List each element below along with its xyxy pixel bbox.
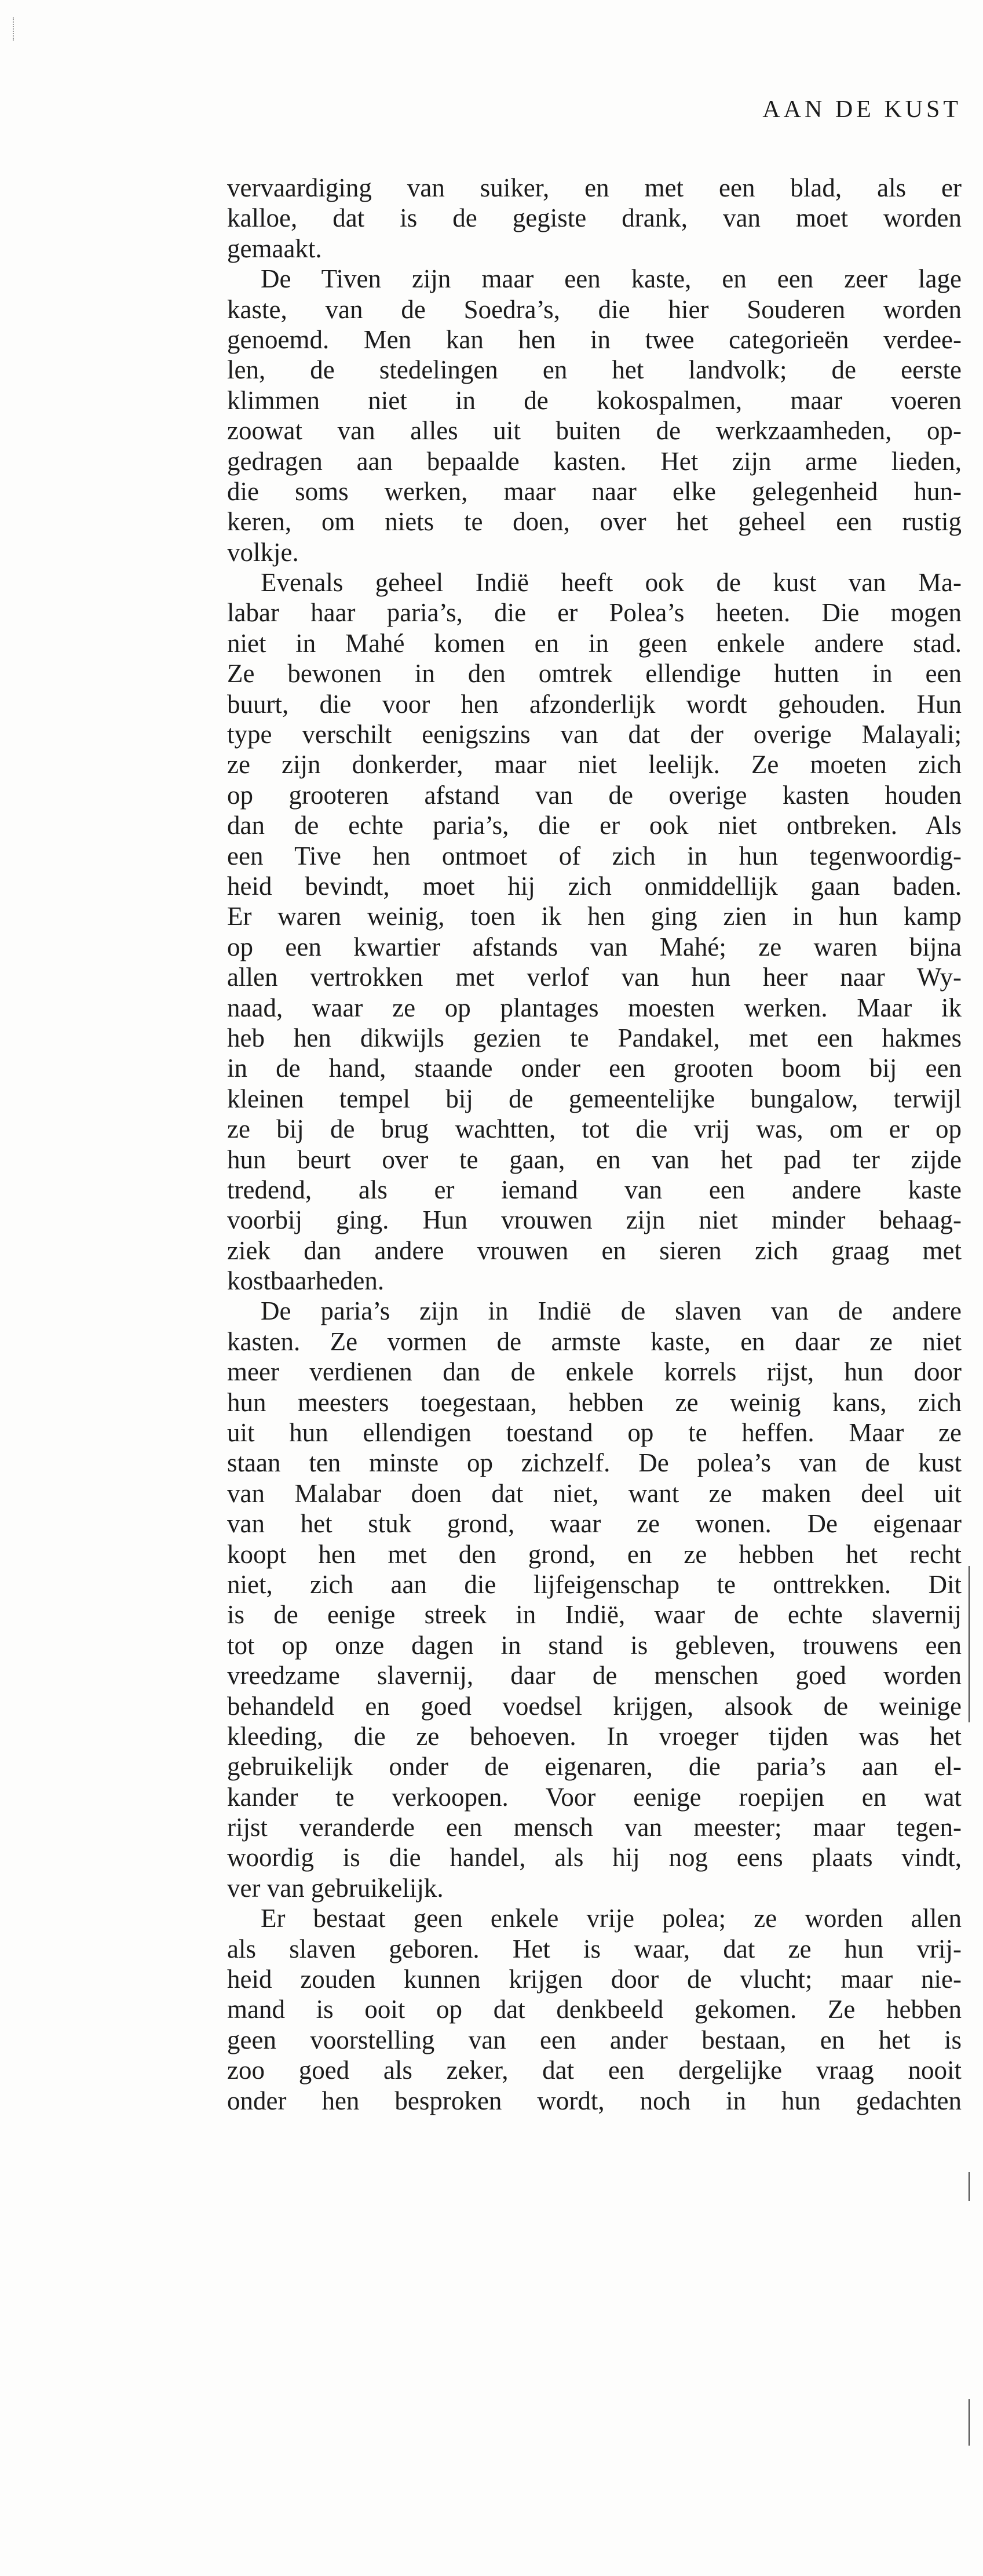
text-line: die soms werken, maar naar elke gelegenheid hun-: [227, 476, 962, 506]
text-line: De Tiven zijn maar een kaste, en een zeer lage: [261, 264, 962, 294]
text-line: ziek dan andere vrouwen en sieren zich graag met: [227, 1236, 962, 1265]
text-line: vervaardiging van suiker, en met een blad, als er: [227, 173, 962, 202]
text-line: geen voorstelling van een ander bestaan, en het is: [227, 2025, 962, 2054]
text-line: gebruikelijk onder de eigenaren, die paria’s aan el-: [227, 1752, 962, 1781]
text-line: ze zijn donkerder, maar niet leelijk. Ze moeten zich: [227, 750, 962, 779]
text-line: zoowat van alles uit buiten de werkzaamheden, op-: [227, 416, 962, 446]
text-line: niet in Mahé komen en in geen enkele andere stad.: [227, 628, 962, 658]
text-line: van het stuk grond, waar ze wonen. De eigenaar: [227, 1509, 962, 1539]
margin-line: [969, 2399, 970, 2446]
text-line: kalloe, dat is de gegiste drank, van moet worden: [227, 203, 962, 233]
margin-line: [969, 2172, 970, 2201]
text-line: keren, om niets te doen, over het geheel een rustig: [227, 507, 962, 537]
text-line: niet, zich aan die lijfeigenschap te onttrekken. Dit: [227, 1569, 962, 1599]
margin-line: [969, 1566, 970, 1722]
text-line: mand is ooit op dat denkbeeld gekomen. Ze hebben: [227, 1995, 962, 2024]
text-line: hun beurt over te gaan, en van het pad ter zijde: [227, 1145, 962, 1174]
text-line: onder hen besproken wordt, noch in hun gedachten: [227, 2086, 962, 2115]
text-line: woordig is die handel, als hij nog eens plaats vindt,: [227, 1843, 962, 1872]
text-line: Er bestaat geen enkele vrije polea; ze worden allen: [261, 1904, 962, 1933]
text-line: Evenals geheel Indië heeft ook de kust van Ma-: [261, 568, 962, 597]
text-line: labar haar paria’s, die er Polea’s heeten. Die mogen: [227, 598, 962, 628]
text-line: kasten. Ze vormen de armste kaste, en daar ze niet: [227, 1327, 962, 1356]
text-line: is de eenige streek in Indië, waar de echte slavernij: [227, 1600, 962, 1630]
text-line: klimmen niet in de kokospalmen, maar voeren: [227, 385, 962, 415]
text-line: De paria’s zijn in Indië de slaven van de andere: [261, 1296, 962, 1326]
text-line: gemaakt.: [227, 234, 322, 263]
text-line: buurt, die voor hen afzonderlijk wordt gehouden. Hun: [227, 689, 962, 719]
text-line: tredend, als er iemand van een andere kaste: [227, 1175, 962, 1204]
text-line: op een kwartier afstands van Mahé; ze waren bijna: [227, 932, 962, 961]
paragraph: [227, 1296, 962, 1903]
text-line: heb hen dikwijls gezien te Pandakel, met een hakmes: [227, 1023, 962, 1052]
text-line: genoemd. Men kan hen in twee categorieën verdee-: [227, 325, 962, 354]
text-line: len, de stedelingen en het landvolk; de eerste: [227, 355, 962, 385]
gutter-mark: [13, 17, 16, 41]
text-line: kostbaarheden.: [227, 1266, 385, 1296]
text-line: ze bij de brug wachtten, tot die vrij was, om er op: [227, 1114, 962, 1144]
text-line: allen vertrokken met verlof van hun heer naar Wy-: [227, 963, 962, 992]
text-line: rijst veranderde een mensch van meester; maar tegen-: [227, 1813, 962, 1842]
text-line: dan de echte paria’s, die er ook niet ontbreken. Als: [227, 811, 962, 840]
text-line: in de hand, staande onder een grooten boom bij een: [227, 1054, 962, 1083]
text-line: koopt hen met den grond, en ze hebben het recht: [227, 1539, 962, 1569]
body-text: [227, 173, 962, 2116]
text-line: behandeld en goed voedsel krijgen, alsook de weinige: [227, 1691, 962, 1721]
text-line: op grooteren afstand van de overige kasten houden: [227, 780, 962, 810]
text-line: meer verdienen dan de enkele korrels rijst, hun door: [227, 1357, 962, 1387]
text-line: heid bevindt, moet hij zich onmiddellijk gaan baden.: [227, 871, 962, 901]
text-line: kaste, van de Soedra’s, die hier Souderen worden: [227, 294, 962, 324]
text-line: kleeding, die ze behoeven. In vroeger tijden was het: [227, 1721, 962, 1751]
text-line: ver van gebruikelijk.: [227, 1873, 444, 1903]
text-line: volkje.: [227, 537, 299, 567]
paragraph: [227, 567, 962, 1296]
text-line: tot op onze dagen in stand is gebleven, trouwens een: [227, 1630, 962, 1660]
text-line: Ze bewonen in den omtrek ellendige hutten in een: [227, 659, 962, 688]
running-head: AAN DE KUST: [762, 96, 962, 123]
paragraph: [227, 173, 962, 264]
text-line: heid zouden kunnen krijgen door de vlucht; maar nie-: [227, 1965, 962, 1994]
text-line: type verschilt eenigszins van dat der overige Malayali;: [227, 720, 962, 749]
text-line: kander te verkoopen. Voor eenige roepijen en wat: [227, 1782, 962, 1812]
text-line: naad, waar ze op plantages moesten werken. Maar ik: [227, 993, 962, 1022]
text-line: uit hun ellendigen toestand op te heffen. Maar ze: [227, 1418, 962, 1448]
text-line: hun meesters toegestaan, hebben ze weinig kans, zich: [227, 1387, 962, 1417]
text-line: van Malabar doen dat niet, want ze maken deel uit: [227, 1478, 962, 1508]
text-line: een Tive hen ontmoet of zich in hun tegenwoordig-: [227, 841, 962, 870]
text-line: voorbij ging. Hun vrouwen zijn niet minder behaag-: [227, 1205, 962, 1235]
text-line: kleinen tempel bij de gemeentelijke bungalow, terwijl: [227, 1084, 962, 1113]
paragraph: [227, 1903, 962, 2116]
text-line: gedragen aan bepaalde kasten. Het zijn arme lieden,: [227, 446, 962, 476]
text-line: staan ten minste op zichzelf. De polea’s van de kust: [227, 1448, 962, 1478]
text-line: zoo goed als zeker, dat een dergelijke vraag nooit: [227, 2056, 962, 2085]
paragraph: [227, 264, 962, 567]
text-line: als slaven geboren. Het is waar, dat ze hun vrij-: [227, 1934, 962, 1963]
text-line: vreedzame slavernij, daar de menschen goed worden: [227, 1661, 962, 1690]
text-line: Er waren weinig, toen ik hen ging zien in hun kamp: [227, 902, 962, 931]
